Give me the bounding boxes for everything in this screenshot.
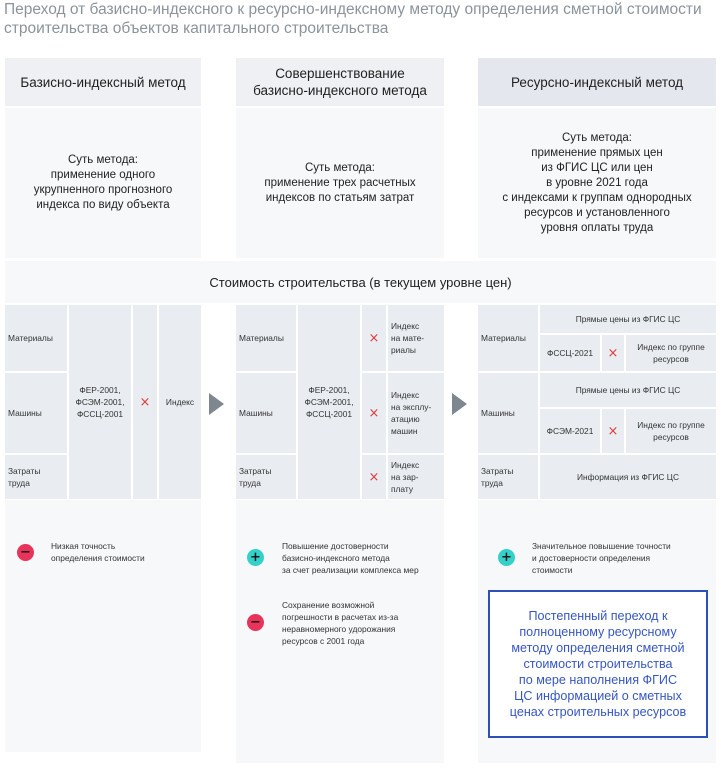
index-cell: Индекс: [159, 305, 201, 499]
minus-icon: −: [17, 544, 34, 561]
table-improved: [236, 305, 444, 499]
materials-base: ФССЦ-2021: [540, 335, 600, 371]
header-improved-index: Совершенствование базисно-индексного метода: [236, 58, 444, 106]
row-materials: Материалы: [236, 305, 296, 371]
plus-icon: +: [247, 549, 264, 566]
labor-info: Информация из ФГИС ЦС: [540, 455, 716, 499]
header-resource-index: Ресурсно-индексный метод: [478, 58, 716, 106]
machines-direct-prices: Прямые цены из ФГИС ЦС: [540, 373, 716, 407]
materials-direct-prices: Прямые цены из ФГИС ЦС: [540, 305, 716, 333]
row-machines: Машины: [5, 373, 67, 453]
cross-icon: ×: [362, 305, 386, 371]
index-materials: Индекс на мате- риалы: [388, 305, 444, 371]
arrow-right-icon: [209, 393, 224, 415]
cross-icon: ×: [602, 409, 624, 453]
callout-text: Постепенный переход к полноценному ресурсному методу определения сметной стоимости строительства по мере наполнения ФГИС ЦС информацией о сметных ценах строительных ресурсов: [509, 609, 687, 719]
index-machines: Индекс на эксплу- атацию машин: [388, 373, 444, 453]
pro-accuracy: Значительное повышение точности и достоверности определения стоимости: [532, 541, 671, 575]
table-basic: [5, 305, 201, 499]
arrow-right-icon: [452, 393, 467, 415]
essence-resource: Суть метода: применение прямых цен из ФГИС ЦС или цен в уровне 2021 года с индексами к группам однородных ресурсов и установленного уровня оплаты труда: [478, 108, 716, 258]
row-machines: Машины: [236, 373, 296, 453]
con-error: Сохранение возможной погрешности в расчетах из-за неравномерного удорожания ресурсов с 2001 года: [282, 600, 399, 646]
pros-cons-basic: [5, 500, 201, 752]
pro-reliability: Повышение достоверности базисно-индексного метода за счет реализации комплекса мер: [282, 541, 419, 575]
index-wages: Индекс на зар- плату: [388, 455, 444, 499]
row-labor: Затраты труда: [478, 455, 538, 499]
plus-icon: +: [498, 549, 515, 566]
table-resource: [478, 305, 716, 499]
cost-band: [5, 261, 716, 303]
con-low-accuracy: Низкая точность определения стоимости: [51, 541, 145, 563]
cross-icon: ×: [362, 455, 386, 499]
essence-basic: Суть метода: применение одного укрупненного прогнозного индекса по виду объекта: [5, 108, 201, 258]
machines-index: Индекс по группе ресурсов: [626, 409, 716, 453]
row-machines: Машины: [478, 373, 538, 453]
row-materials: Материалы: [5, 305, 67, 371]
materials-index: Индекс по группе ресурсов: [626, 335, 716, 371]
cross-icon: ×: [362, 373, 386, 453]
base-normatives: ФЕР-2001, ФСЭМ-2001, ФССЦ-2001: [69, 305, 131, 499]
row-materials: Материалы: [478, 305, 538, 371]
base-normatives: ФЕР-2001, ФСЭМ-2001, ФССЦ-2001: [298, 305, 360, 499]
pros-cons-improved: [236, 500, 444, 763]
cross-icon: ×: [602, 335, 624, 371]
minus-icon: −: [247, 614, 264, 631]
cost-label: Стоимость строительства (в текущем уровне цен): [209, 274, 512, 290]
machines-base: ФСЭМ-2021: [540, 409, 600, 453]
row-labor: Затраты труда: [236, 455, 296, 499]
transition-callout: [488, 590, 708, 738]
header-basic-index: Базисно-индексный метод: [5, 58, 201, 106]
cross-icon: ×: [133, 305, 157, 499]
essence-improved: Суть метода: применение трех расчетных индексов по статьям затрат: [236, 108, 444, 258]
row-labor: Затраты труда: [5, 455, 67, 499]
page-title: Переход от базисно-индексного к ресурсно-индексному методу определения сметной стоимости строительства объектов капитального строительства: [4, 1, 702, 37]
